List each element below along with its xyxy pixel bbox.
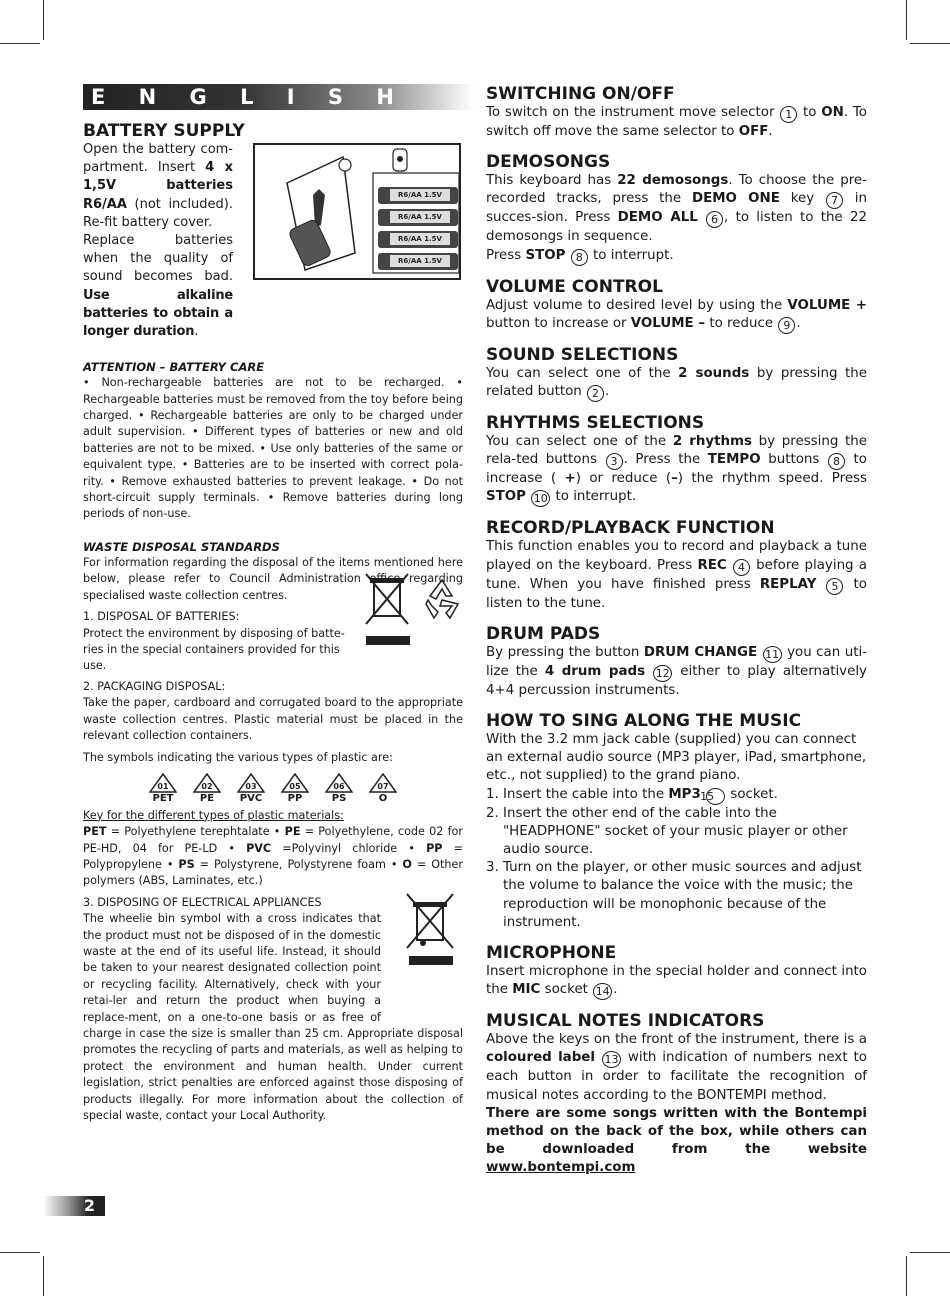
plastic-symbol: 01 PET — [148, 773, 178, 804]
symbols-intro: The symbols indicating the various types of plastic are: — [83, 751, 393, 765]
right-column — [486, 84, 867, 1178]
volume-title: VOLUME CONTROL — [486, 276, 663, 297]
attention-text: • Non-rechargeable batteries are not to be recharged. • Rechargeable batteries must be removed from the toy before being charged. • Rechargeable batteries are only to be charged under adult supervision. • Different types of batteries or new and old batteries are not to be mixed. • Use only batteries of the same or equivalent type. • Batteries are to be inserted with correct pola-rity. • Remove exhausted batteries to prevent leakage. • Do not short-circuit supply terminals. • Remove batteries during long periods of non-use. — [83, 376, 463, 521]
battery-cell: R6/AA 1.5V — [378, 209, 458, 226]
sing-text: With the 3.2 mm jack cable (supplied) you can connect an external audio source (MP3 player, iPad, smartphone, etc., not supplied) to the grand piano. — [486, 732, 867, 784]
microphone-title: MICROPHONE — [486, 943, 617, 964]
volume-text: Adjust volume to desired level by using the VOLUME + button to increase or VOLUME – to reduce 9 . — [486, 297, 867, 332]
packaging-title: 2. PACKAGING DISPOSAL: — [83, 679, 226, 693]
language-label: E N G L I S H — [91, 85, 407, 109]
sing-step: 1. Insert the cable into the MP3 15 socket. — [486, 786, 778, 803]
notes-title: MUSICAL NOTES INDICATORS — [486, 1011, 765, 1032]
recycle-triangle-icon — [325, 773, 353, 793]
svg-text:05: 05 — [289, 781, 301, 791]
microphone-text: Insert microphone in the special holder and connect into the MIC socket 14 . — [486, 964, 867, 999]
sing-title: HOW TO SING ALONG THE MUSIC — [486, 711, 802, 732]
language-header — [83, 84, 473, 110]
disposal-batteries-text: Protect the environment by disposing of batte-ries in the special containers provided for this use. — [83, 626, 345, 673]
demosongs-title: DEMOSONGS — [486, 152, 611, 173]
battery-supply-text: Open the battery com-partment. Insert 4 x 1,5V batteries R6/AA (not included). Re-fit battery cover. — [83, 142, 233, 230]
rhythms-text: You can select one of the 2 rhythms by pressing the rela-ted buttons 3 . Press the TEMPO buttons 8 to increase ( +) or reduce (–) the rhythm speed. Press STOP 10 to interrupt. — [486, 434, 868, 506]
electrical-title: 3. DISPOSING OF ELECTRICAL APPLIANCES — [83, 895, 322, 909]
electrical-text: The wheelie bin symbol with a cross indicates that the product must not be disposed of in the domestic waste at the end of its useful life. Instead, it should be taken to your nearest designated collection point or recycling facility. Alternatively, check with your retai-ler and return the product when buying a replace-ment, on a one-to-one basis or as free of charge in case the size is smaller than 25 cm. Appropriate disposal promotes the recycling of parts and materials, as well as helping to protect the environment and human health. Under current legislation, strict penalties are enforced against those disposing of products illegally. For more information about the collection of special waste, contact your Local Authority. — [83, 912, 463, 1123]
recycle-triangle-icon — [237, 773, 265, 793]
packaging-text: Take the paper, cardboard and corrugated board to the appropriate waste collection centres. Plastic material must be placed in the relevant collection containers. — [83, 696, 463, 742]
plastic-symbols — [83, 773, 463, 804]
weee-float-space — [381, 911, 463, 1023]
record-title: RECORD/PLAYBACK FUNCTION — [486, 518, 775, 539]
recycle-triangle-icon — [193, 773, 221, 793]
waste-intro: For information regarding the disposal of the items mentioned here below, please refer to Council Administration office regarding specialised waste collection centres. — [83, 555, 463, 602]
demosongs-text: This keyboard has 22 demosongs. To choose the pre-recorded tracks, press the DEMO ONE key 7 in succes-sion. Press DEMO ALL 6 , to listen to the 22 demosongs in sequence. — [486, 173, 868, 245]
sound-text: You can select one of the 2 sounds by pressing the related button 2 . — [486, 365, 867, 401]
crop-mark — [910, 1252, 950, 1253]
plastic-key-title: Key for the different types of plastic materials: — [83, 808, 344, 822]
plastic-symbol: 02 PE — [192, 773, 222, 804]
recycle-triangle-icon — [281, 773, 309, 793]
crop-mark — [0, 1252, 40, 1253]
demosongs-stop-text: Press STOP 8 to interrupt. — [486, 247, 674, 264]
crop-mark — [910, 43, 950, 44]
waste-title: WASTE DISPOSAL STANDARDS — [83, 539, 280, 554]
plastic-symbol: 07 O — [368, 773, 398, 804]
sing-steps — [486, 786, 867, 932]
battery-cell: R6/AA 1.5V — [378, 187, 458, 204]
recycle-triangle-icon — [149, 773, 177, 793]
left-column — [83, 84, 463, 1124]
crop-mark — [43, 1256, 44, 1296]
plastic-symbol: 03 PVC — [236, 773, 266, 804]
plastic-symbol: 05 PP — [280, 773, 310, 804]
notes-text: Above the keys on the front of the instrument, there is a coloured label 13 with indication of numbers next to each button in order to facilitate the recognition of musical notes according to the BONTEMPI method. — [486, 1032, 867, 1103]
svg-text:02: 02 — [201, 781, 213, 791]
switching-title: SWITCHING ON/OFF — [486, 84, 675, 104]
svg-text:01: 01 — [157, 781, 169, 791]
disposal-batteries-title: 1. DISPOSAL OF BATTERIES: — [83, 610, 240, 624]
drum-title: DRUM PADS — [486, 623, 601, 644]
sing-step: 3. Turn on the player, or other music sources and adjust the volume to balance the voice with the music; the reproduction will be monophonic because of the instrument. — [486, 860, 862, 930]
rhythms-title: RHYTHMS SELECTIONS — [486, 413, 705, 434]
recycle-triangle-icon — [369, 773, 397, 793]
sing-step: 2. Insert the other end of the cable into the "HEADPHONE" socket of your music player or other audio source. — [486, 805, 848, 858]
crop-mark — [906, 1256, 907, 1296]
page-number: 2 — [43, 1196, 105, 1216]
svg-text:07: 07 — [377, 781, 389, 791]
svg-text:06: 06 — [333, 781, 345, 791]
drum-text: By pressing the button DRUM CHANGE 11 you can uti-lize the 4 drum pads 12 either to play alternatively 4+4 percussion instruments. — [486, 644, 868, 698]
attention-title: ATTENTION – BATTERY CARE — [83, 360, 265, 375]
battery-supply-title: BATTERY SUPPLY — [83, 121, 245, 141]
crop-mark — [43, 0, 44, 40]
crop-mark — [0, 43, 40, 44]
battery-replace-text: Replace batteries when the quality of sound becomes bad. Use alkaline batteries to obtain a longer duration. — [83, 233, 233, 340]
battery-cell: R6/AA 1.5V — [378, 253, 458, 270]
switching-text: To switch on the instrument move selector 1 to ON. To switch off move the same selector to OFF. — [486, 105, 867, 139]
plastic-key-text: PET = Polyethylene terephtalate • PE = Polyethylene, code 02 for PE-HD, 04 for PE-LD • PVC =Polyvinyl chloride • PP = Polypropylene • PS = Polystyrene, Polystyrene foam • O = Other polymers (ABS, Laminates, etc.) — [83, 825, 463, 888]
website-link[interactable]: www.bontempi.com — [486, 1160, 636, 1176]
crop-mark — [906, 0, 907, 40]
record-text: This function enables you to record and playback a tune played on the keyboard. Press REC 4 before playing a tune. When you have finished press REPLAY 5 to listen to the tune. — [486, 539, 867, 611]
svg-text:03: 03 — [245, 781, 257, 791]
plastic-symbol: 06 PS — [324, 773, 354, 804]
sound-title: SOUND SELECTIONS — [486, 344, 679, 365]
battery-cell: R6/AA 1.5V — [378, 231, 458, 248]
notes-bold-text: There are some songs written with the Bontempi method on the back of the box, while others can be downloaded from the website www.bontempi.com — [486, 1105, 867, 1176]
